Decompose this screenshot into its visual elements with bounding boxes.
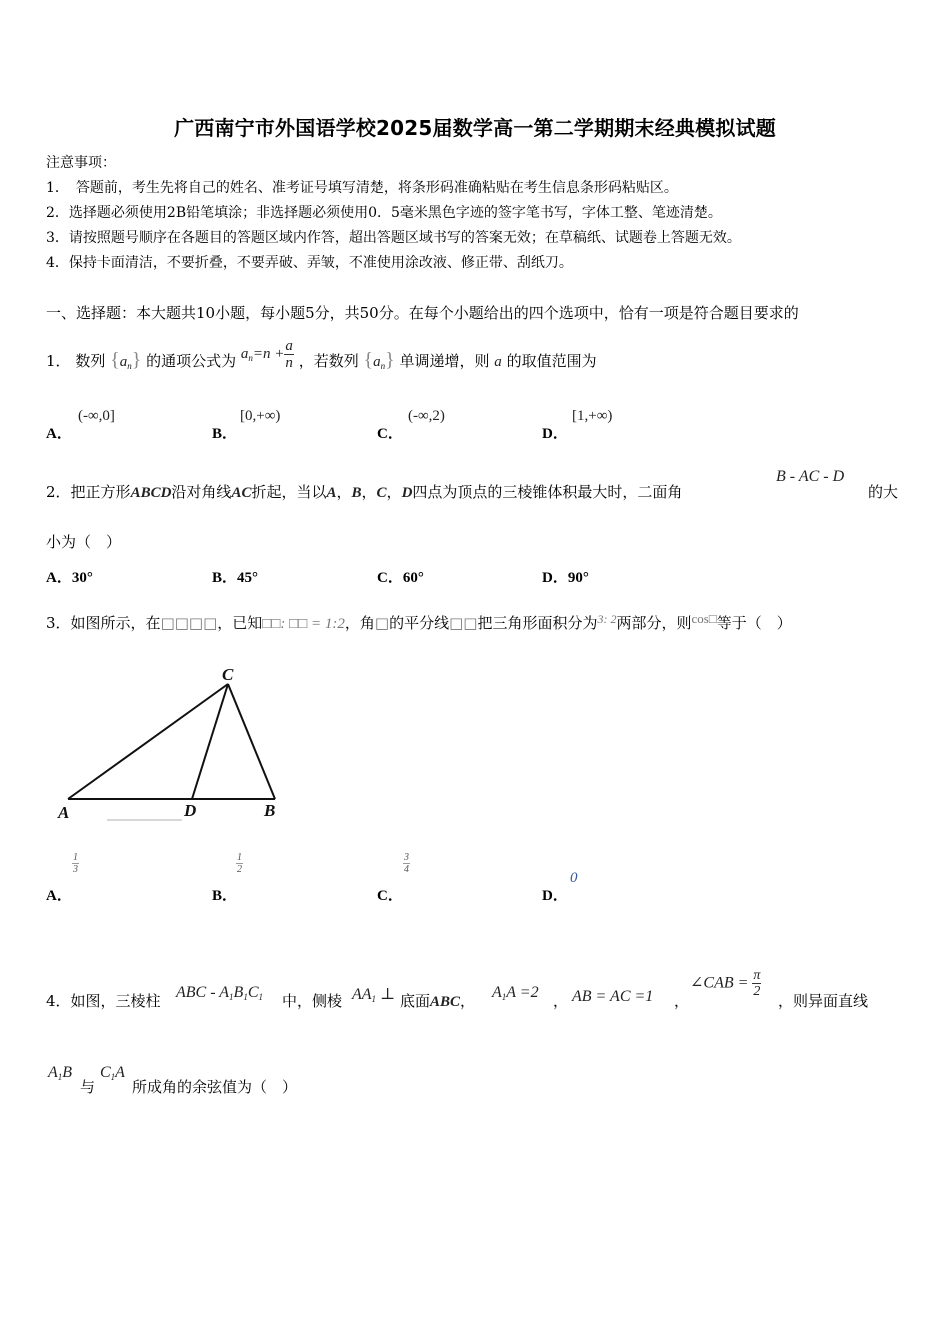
q3-text-6: 两部分，则: [616, 614, 692, 632]
q1-var: a: [494, 354, 502, 370]
q4-text-3: 底面ABC，: [400, 992, 476, 1010]
q4-lengths: AB = AC =1: [572, 988, 654, 1005]
q3-text-7: 等于（ ）: [716, 614, 792, 632]
notice-item-2: 2．选择题必须使用2B铅笔填涂；非选择题必须使用0．5毫米黑色字迹的签字笔书写，字体工整、笔迹清楚。: [46, 205, 722, 221]
q2-comma-1: ，: [336, 483, 352, 501]
q1-option-b-value: [0,+∞): [240, 408, 281, 424]
q3-segment-ac: [68, 684, 228, 799]
page-title: 广西南宁市外国语学校2025届数学高一第二学期期末经典模拟试题: [174, 116, 776, 140]
q1-number: 1．: [46, 352, 71, 370]
question-3: [46, 612, 792, 633]
q3-segment-bc: [228, 684, 275, 799]
q4-prism: ABC - $A_1B_1C_1$: [176, 984, 263, 1002]
q1-option-b-label[interactable]: B．: [212, 426, 238, 442]
q2-line-2: 小为（ ）: [46, 533, 122, 551]
q3-number: 3．: [46, 614, 71, 632]
q1-option-a-label[interactable]: A．: [46, 426, 72, 442]
q2-text-3: 折起，当以: [251, 483, 327, 501]
q1-seq: $\{a_n\}$: [110, 349, 142, 371]
q3-segment-cd: [192, 684, 228, 799]
q3-text-5: 把三角形面积分为: [477, 614, 598, 632]
q3-option-a-value: $\frac{1}{3}$: [73, 852, 78, 875]
q3-option-d-value: 0: [570, 870, 578, 886]
q2-point-c: C: [376, 485, 387, 501]
q2-dihedral-angle: B - AC - D: [776, 468, 845, 485]
section-heading: 一、选择题：本大题共10小题，每小题5分，共50分。在每个小题给出的四个选项中，恰有一项是符合题目要求的: [46, 304, 799, 322]
q3-option-b-label[interactable]: B．: [212, 888, 238, 904]
q3-math-4: □□: [449, 614, 478, 632]
notice-item-3: 3．请按照题号顺序在各题目的答题区域内作答，超出答题区域书写的答案无效；在草稿纸、试题卷上答题无效。: [46, 230, 741, 246]
q4-text-8: 与: [80, 1078, 96, 1096]
q4-text-7: ，则异面直线: [778, 992, 869, 1010]
q1-option-c-value: (-∞,2): [408, 408, 445, 424]
q2-option-b[interactable]: B．45°: [212, 570, 259, 586]
q2-point-d: D: [401, 485, 413, 501]
q4-text-9: 所成角的余弦值为（ ）: [132, 1078, 298, 1096]
question-1: [46, 337, 597, 384]
q3-label-a: A: [58, 803, 70, 822]
q4-number: 4．: [46, 992, 71, 1010]
q2-option-c[interactable]: C．60°: [377, 570, 424, 586]
q4-angle: ∠CAB = $\frac{\pi}{2}$: [690, 968, 761, 1000]
q1-text-4: 单调递增，则: [399, 352, 490, 370]
q1-text-2: 的通项公式为: [146, 352, 237, 370]
question-4: [46, 990, 161, 1011]
q3-triangle-figure: [52, 660, 302, 830]
q2-square: ABCD: [130, 485, 172, 501]
q3-option-c-label[interactable]: C．: [377, 888, 403, 904]
q2-text-4: 四点为顶点的三棱锥体积最大时，二面角: [412, 483, 683, 501]
q1-text-3: ，若数列: [298, 352, 359, 370]
q1-option-d-value: [1,+∞): [572, 408, 613, 424]
q3-math-5: 3: 2: [597, 612, 617, 626]
q3-option-b-value: $\frac{1}{2}$: [237, 852, 242, 875]
q1-text-5: 的取值范围为: [506, 352, 597, 370]
q3-math-3: □: [374, 614, 390, 632]
q4-text-6: ，: [674, 992, 690, 1010]
q4-edge: $AA_1$ ⊥: [352, 986, 396, 1004]
q2-point-a: A: [326, 485, 337, 501]
q3-text-4: 的平分线: [389, 614, 450, 632]
q1-option-a-value: (-∞,0]: [78, 408, 115, 424]
q1-seq-2: $\{a_n\}$: [363, 349, 395, 371]
q3-option-c-value: $\frac{3}{4}$: [404, 852, 409, 875]
q4-text-1: 如图，三棱柱: [70, 992, 161, 1010]
q3-text-1: 如图所示，在: [70, 614, 161, 632]
q2-option-a[interactable]: A．30°: [46, 570, 93, 586]
q4-length-aa1: $A_1A =2$: [492, 984, 539, 1002]
q4-line-c1a: $C_1A$: [100, 1064, 125, 1082]
q2-text-2: 沿对角线: [171, 483, 232, 501]
q2-number: 2．: [46, 483, 71, 501]
notice-item-1: 1． 答题前，考生先将自己的姓名、准考证号填写清楚，将条形码准确粘贴在考生信息条形码粘贴区。: [46, 180, 678, 196]
notice-item-4: 4．保持卡面清洁，不要折叠，不要弄破、弄皱，不准使用涂改液、修正带、刮纸刀。: [46, 255, 573, 271]
q1-formula: $a_n=n$ + $\frac{a}{n}$: [240, 337, 293, 372]
q2-option-d[interactable]: D．90°: [542, 570, 589, 586]
question-2: [46, 481, 682, 502]
q3-option-a-label[interactable]: A．: [46, 888, 72, 904]
q1-option-c-label[interactable]: C．: [377, 426, 403, 442]
q3-text-3: ，角: [344, 614, 375, 632]
q3-text-2: ，已知: [217, 614, 263, 632]
q3-math-6: cos□: [691, 611, 717, 626]
q2-comma-3: ，: [386, 483, 402, 501]
q1-option-d-label[interactable]: D．: [542, 426, 568, 442]
q3-math-1: □□□□: [160, 614, 218, 632]
q2-point-b: B: [351, 485, 362, 501]
q3-label-d: D: [184, 801, 197, 820]
q3-label-c: C: [222, 665, 234, 684]
q4-line-a1b: $A_1B$: [48, 1064, 73, 1082]
q4-text-5: ，: [553, 992, 569, 1010]
q3-option-d-label[interactable]: D．: [542, 888, 568, 904]
notice-heading: 注意事项：: [46, 155, 116, 171]
q3-math-2: □□: □□ = 1:2: [262, 616, 345, 632]
q2-comma-2: ，: [361, 483, 377, 501]
q4-text-2: 中，侧棱: [282, 992, 343, 1010]
q2-text-1: 把正方形: [70, 483, 131, 501]
q2-diagonal: AC: [231, 485, 252, 501]
q3-label-b: B: [264, 801, 276, 820]
q2-text-5: 的大: [868, 483, 899, 501]
q1-text-1: 数列: [75, 352, 106, 370]
